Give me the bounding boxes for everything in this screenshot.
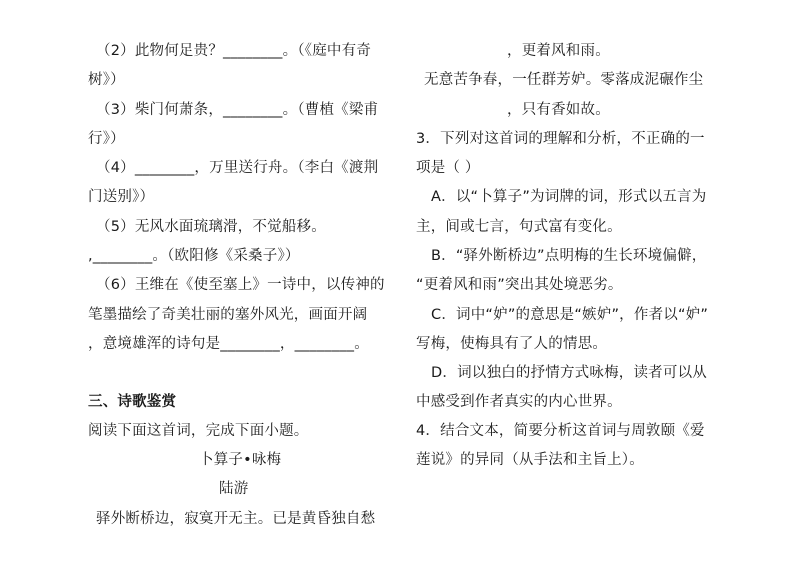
question-2-line-2: 树》）	[88, 72, 125, 88]
option-c-line-1: C．词中“妒”的意思是“嫉妒”，作者以“妒”	[431, 307, 709, 323]
question-5-line-2: ,________。（欧阳修《采桑子》）	[88, 248, 300, 264]
poem-author: 陆游	[219, 481, 249, 497]
question-3-stem-line-1: 3．下列对这首词的理解和分析，不正确的一	[416, 131, 705, 147]
poem-line-1: 驿外断桥边，寂寞开无主。已是黄昏独自愁	[96, 511, 376, 527]
question-6-line-1: （6）王维在《使至塞上》一诗中，以传神的	[96, 277, 385, 293]
question-3-stem-line-2: 项是（ ）	[416, 160, 480, 176]
poem-line-4: ，只有香如故。	[507, 102, 610, 118]
question-4-line-1: 4．结合文本，简要分析这首词与周敦颐《爱	[416, 423, 705, 439]
section-title: 三、诗歌鉴赏	[88, 394, 177, 410]
question-4-line-2: 莲说》的异同（从手法和主旨上）。	[416, 452, 644, 468]
option-a-line-1: A．以“卜算子”为词牌的词，形式以五言为	[431, 189, 707, 205]
question-5-line-1: （5）无风水面琉璃滑，不觉船移。	[96, 219, 326, 235]
option-a-line-2: 主，间或七言，句式富有变化。	[416, 219, 622, 235]
question-4-line-1: （4）________，万里送行舟。（李白《渡荆	[96, 160, 379, 176]
option-d-line-1: D．词以独白的抒情方式咏梅，读者可以从	[431, 365, 707, 381]
question-4-line-2: 门送别》）	[88, 189, 155, 205]
option-d-line-2: 中感受到作者真实的内心世界。	[416, 394, 622, 410]
question-3-line-2: 行》）	[88, 131, 125, 147]
poem-title: 卜算子•咏梅	[199, 452, 282, 468]
option-c-line-2: 写梅，使梅具有了人的情思。	[416, 336, 608, 352]
question-6-line-2: 笔墨描绘了奇美壮丽的塞外风光，画面开阔	[88, 307, 368, 323]
question-2-line-1: （2）此物何足贵？________。（《庭中有奇	[96, 43, 372, 59]
instruction-text: 阅读下面这首词，完成下面小题。	[88, 423, 309, 439]
question-3-line-1: （3）柴门何萧条，________。（曹植《梁甫	[96, 102, 379, 118]
question-6-line-3: ，意境雄浑的诗句是________，________。	[88, 336, 369, 352]
option-b-line-1: B．“驿外断桥边”点明梅的生长环境偏僻，	[431, 248, 707, 264]
option-b-line-2: “更着风和雨”突出其处境恶劣。	[416, 277, 623, 293]
poem-line-2: ，更着风和雨。	[507, 43, 610, 59]
poem-line-3: 无意苦争春，一任群芳妒。零落成泥碾作尘	[424, 72, 704, 88]
